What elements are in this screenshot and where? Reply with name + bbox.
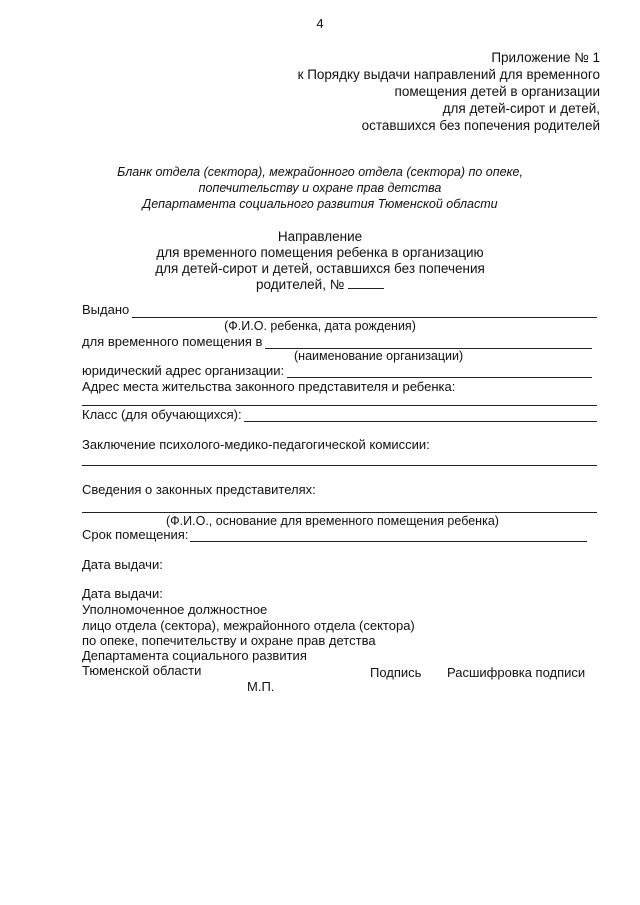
- residence-field[interactable]: [82, 405, 597, 406]
- term-field[interactable]: [190, 541, 587, 542]
- title-line-3: [0, 276, 640, 293]
- placement-label: для временного помещения в: [82, 334, 263, 349]
- appendix-line-2: к Порядку выдачи направлений для временного: [297, 67, 600, 82]
- blank-line-2: попечительству и охране прав детства: [198, 181, 442, 195]
- title-line-2: для детей-сирот и детей, оставшихся без попечения: [155, 261, 485, 276]
- class-field[interactable]: [244, 421, 597, 422]
- appendix-line-3: помещения детей в организации: [394, 84, 600, 99]
- term-label: Срок помещения:: [82, 527, 189, 542]
- legal-address-label: юридический адрес организации:: [82, 363, 285, 378]
- official-line-3: по опеке, попечительству и охране прав детства: [82, 633, 376, 648]
- title-line-1: для временного помещения ребенка в организацию: [156, 245, 484, 260]
- pmpk-label: Заключение психолого-медико-педагогической комиссии:: [82, 437, 430, 452]
- class-label: Класс (для обучающихся):: [82, 407, 242, 422]
- issued-field[interactable]: [132, 317, 597, 318]
- pmpk-field[interactable]: [82, 465, 597, 466]
- official-line-4: Департамента социального развития: [82, 648, 307, 663]
- placement-caption: (наименование организации): [294, 349, 464, 363]
- title-number-label: родителей, №: [256, 277, 345, 292]
- issued-caption: (Ф.И.О. ребенка, дата рождения): [224, 319, 416, 333]
- appendix-line-4: для детей-сирот и детей,: [442, 101, 600, 116]
- appendix-line-5: оставшихся без попечения родителей: [361, 118, 600, 133]
- representatives-field[interactable]: [82, 512, 597, 513]
- legal-address-field[interactable]: [287, 377, 592, 378]
- stamp-label: М.П.: [247, 679, 275, 694]
- official-line-1: Уполномоченное должностное: [82, 602, 268, 617]
- signature-label: Подпись: [370, 665, 422, 680]
- official-line-2: лицо отдела (сектора), межрайонного отдела (сектора): [82, 618, 415, 633]
- page-number: 4: [316, 16, 324, 31]
- document-title: Направление: [277, 229, 363, 244]
- representatives-label: Сведения о законных представителях:: [82, 482, 316, 497]
- blank-line-3: Департамента социального развития Тюменской области: [142, 197, 498, 211]
- issue-date-label-1: Дата выдачи:: [82, 557, 163, 572]
- representatives-caption: (Ф.И.О., основание для временного помещения ребенка): [166, 514, 499, 528]
- appendix-line-1: Приложение № 1: [491, 50, 600, 65]
- issued-label: Выдано: [82, 302, 130, 317]
- official-line-5: Тюменской области: [82, 663, 202, 678]
- blank-line-1: Бланк отдела (сектора), межрайонного отдела (сектора) по опеке,: [117, 165, 523, 179]
- issue-date-label-2: Дата выдачи:: [82, 586, 163, 601]
- residence-label: Адрес места жительства законного представителя и ребенка:: [82, 379, 456, 394]
- signature-decode-label: Расшифровка подписи: [447, 665, 586, 680]
- document-number-field[interactable]: [348, 276, 384, 289]
